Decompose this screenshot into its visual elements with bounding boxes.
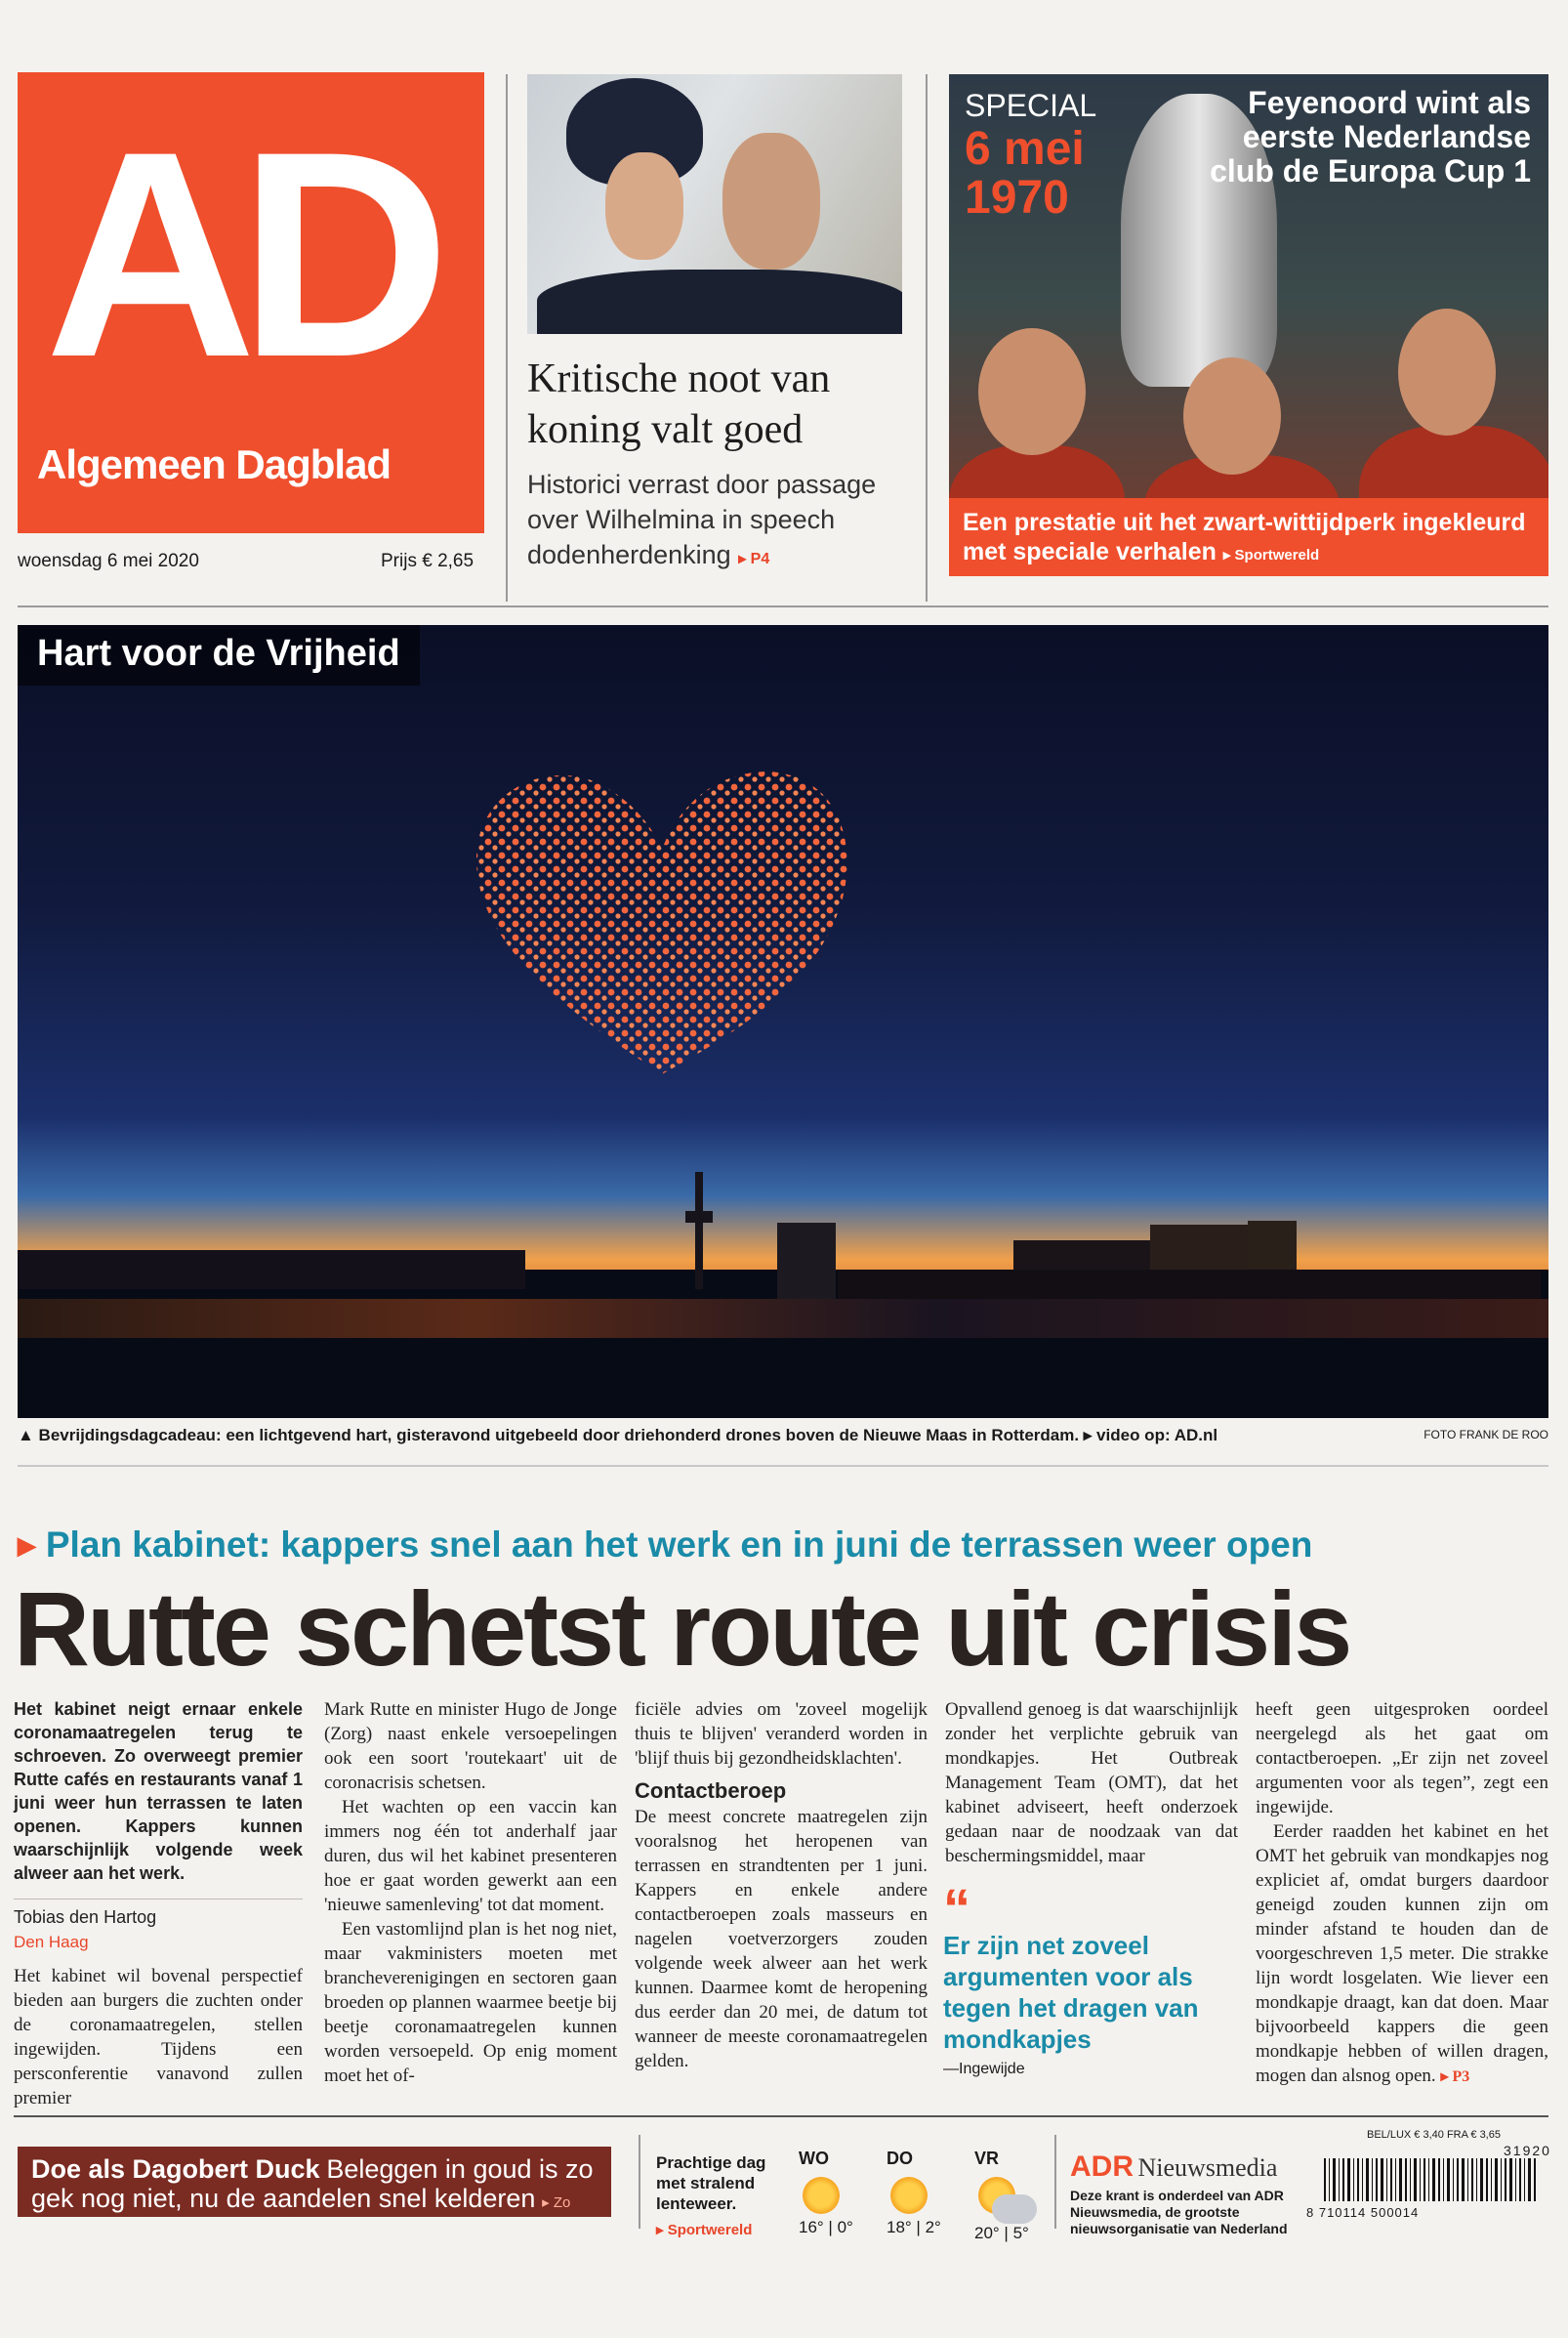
drone-heart-image [457, 742, 867, 1094]
king-subtitle: Historici verrast door passage over Wilhelmina in speech dodenherdenking ▸ P4 [527, 470, 877, 569]
subheading: Contactberoep [635, 1778, 787, 1803]
column-3 [635, 1697, 928, 2073]
divider [926, 74, 928, 602]
page-ref[interactable]: ▸ P3 [1440, 2068, 1470, 2085]
sun-icon [890, 2177, 928, 2214]
issue-code: 31920 [1504, 2143, 1551, 2158]
body-text: Een vastomlijnd plan is het nog niet, maar vakministers moeten met brancheverenigingen en sectoren gaan broeden op plannen waarmee beetje bij beetje coronamaatregelen kunnen worden versoepeld. Op enig moment moet het of- [324, 1919, 617, 2086]
quote-attribution: —Ingewijde [943, 2061, 1025, 2077]
adr-description: Deze krant is onderdeel van ADR Nieuwsmedia, de grootste nieuwsorganisatie van Nederland [1070, 2188, 1288, 2236]
special-bar: Een prestatie uit het zwart-wittijdperk ingekleurd met speciale verhalen ▸ Sportwereld [949, 498, 1548, 576]
photo-credit: FOTO FRANK DE ROO [1424, 1428, 1548, 1441]
weather-day: DO 18° | 2° [887, 2149, 941, 2236]
byline-author: Tobias den Hartog [14, 1899, 303, 1930]
page-ref[interactable]: ▸ P4 [738, 551, 770, 567]
king-photo [527, 74, 902, 334]
special-title: Feyenoord wint als eerste Nederlandse club de Europa Cup 1 [1210, 85, 1531, 188]
pull-quote [943, 1877, 1236, 2078]
divider [18, 605, 1548, 607]
hero-label: Hart voor de Vrijheid [18, 625, 420, 686]
barcode-number: 8 710114 500014 [1306, 2205, 1420, 2220]
adr-block [1070, 2150, 1304, 2237]
column-4 [945, 1697, 1238, 1868]
dagobert-teaser[interactable]: Doe als Dagobert Duck Beleggen in goud is zo gek nog niet, nu de aandelen snel kelderen ▸ Zo [18, 2147, 611, 2217]
lead-intro: Het kabinet neigt ernaar enkele coronamaatregelen terug te schroeven. Zo overweegt premier Rutte cafés en restaurants vanaf 1 juni weer hun terrassen te laten openen. Kappers kunnen waarschijnlijk volgende week alweer aan het werk. [14, 1699, 303, 1883]
adr-name: Nieuwsmedia [1137, 2153, 1278, 2182]
logo [18, 72, 484, 533]
column-1 [14, 1697, 303, 2110]
body-text: Het wachten op een vaccin kan immers nog één tot anderhalf jaar duren, dus wil het kabinet presenteren hoe er gaat worden gewerkt aan een 'nieuwe samenleving' tot dat moment. [324, 1797, 617, 1915]
lead-kicker: ▸ Plan kabinet: kappers snel aan het werk en in juni de terrassen weer open [18, 1524, 1313, 1565]
weather-day: WO 16° | 0° [799, 2149, 853, 2236]
sportwereld-ref[interactable]: ▸ Sportwereld [1222, 547, 1320, 564]
body-text: heeft geen uitgesproken oordeel neergelegd als het gaat om contactberoepen. „Er zijn net zoveel argumenten voor als tegen”, zegt een ingewijde. [1256, 1699, 1548, 1817]
logo-mark: AD [45, 90, 433, 418]
column-5 [1256, 1697, 1548, 2089]
body-text: Eerder raadden het kabinet en het OMT het gebruik van mondkapjes nog expliciet af, omdat burgers daardoor geneigd zouden kunnen zijn om minder afstand te houden dan de voorgeschreven 1,5 meter. Die strakke lijn wordt losgelaten. Wie liever een mondkapje draagt, kan dat doen. Maar bijvoorbeeld kappers die geen mondkapje hebben of willen dragen, mogen dan alsnog open. ▸ P3 [1256, 1821, 1548, 2086]
issue-date: woensdag 6 mei 2020 [18, 551, 199, 571]
special-date: 6 mei 1970 [965, 123, 1085, 224]
king-title[interactable]: Kritische noot van koning valt goed [527, 356, 831, 452]
adr-logo: ADR [1070, 2150, 1134, 2183]
divider [1054, 2135, 1056, 2229]
logo-name: Algemeen Dagblad [37, 441, 392, 487]
column-2 [324, 1697, 617, 2088]
divider [639, 2135, 640, 2229]
hero-photo [18, 625, 1548, 1418]
body-text: De meest concrete maatregelen zijn vooralsnog het heropenen van terrassen en strandtenten per 1 juni. Kappers en enkele andere contactberoepen zoals masseurs en nagelen voetverzorgers zouden volgende week alweer aan het werk kunnen. Daarmee komt de heropening dus eerder dan 20 mei, de datum tot wanneer de meeste coronamaatregelen gelden. [635, 1807, 928, 2071]
weather-day: VR 20° | 5° [974, 2149, 1043, 2243]
foreign-price: BEL/LUX € 3,40 FRA € 3,65 [1367, 2129, 1501, 2141]
quote-mark: “ [943, 1877, 970, 1939]
sun-icon [803, 2177, 840, 2214]
weather-summary: Prachtige dag met stralend lenteweer. ▸ Sportwereld [656, 2152, 793, 2240]
special-feature[interactable] [949, 74, 1548, 576]
body-text: Het kabinet wil bovenal perspectief bieden aan burgers die zuchten onder de coronamaatregelen, stellen ingewijden. Tijdens een persconferentie vanavond zullen premier [14, 1966, 303, 2108]
divider [506, 74, 508, 602]
sportwereld-ref[interactable]: ▸ Sportwereld [656, 2222, 753, 2238]
body-text: Opvallend genoeg is dat waarschijnlijk zonder het verplichte gebruik van mondkapjes. Het Outbreak Management Team (OMT), dat het kabinet adviseert, heeft onderzoek gedaan naar de noodzaak van dat beschermingsmiddel, maar [945, 1699, 1238, 1866]
hero-caption: ▲ Bevrijdingsdagcadeau: een lichtgevend hart, gisteravond uitgebeeld door driehonderd drones boven de Nieuwe Maas in Rotterdam. ▸ video op: AD.nl FOTO FRANK DE ROO [18, 1426, 1548, 1444]
divider [18, 1465, 1548, 1467]
body-text: ficiële advies om 'zoveel mogelijk thuis te blijven' veranderd worden in 'blijf thuis bij gezondheidsklachten'. [635, 1699, 928, 1769]
quote-text: Er zijn net zoveel argumenten voor als tegen het dragen van mondkapjes [943, 1931, 1199, 2054]
body-text: Mark Rutte en minister Hugo de Jonge (Zorg) naast enkele versoepelingen ook een soort 'routekaart' uit de coronacrisis schetsen. [324, 1699, 617, 1793]
issue-price: Prijs € 2,65 [381, 551, 475, 571]
zo-ref[interactable]: ▸ Zo [542, 2194, 571, 2211]
divider [14, 2115, 1548, 2117]
lead-headline[interactable]: Rutte schetst route uit crisis [14, 1569, 1350, 1688]
byline-place: Den Haag [14, 1933, 89, 1951]
special-label: SPECIAL [965, 88, 1097, 123]
